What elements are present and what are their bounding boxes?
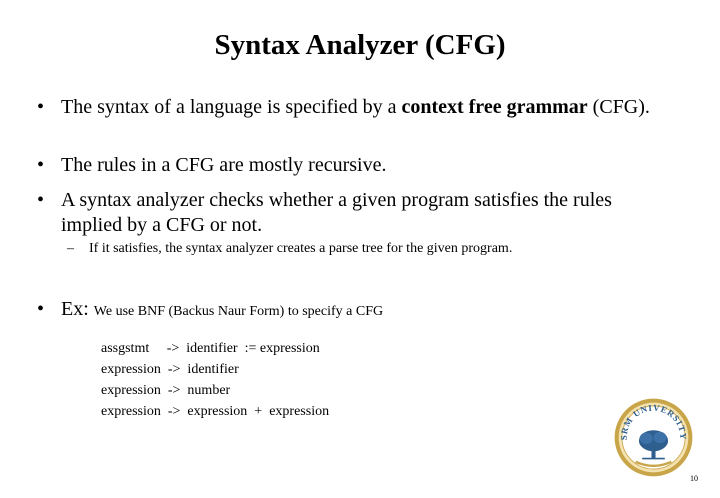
- svg-text:SRM UNIVERSITY: SRM UNIVERSITY: [618, 402, 689, 441]
- bullet-text: [61, 95, 677, 120]
- bullet-text: The rules in a CFG are mostly recursive.: [61, 154, 387, 176]
- bullet-dot: •: [37, 298, 45, 320]
- bullet-text-part: (CFG).: [587, 96, 650, 118]
- bullet-dot: •: [37, 96, 45, 118]
- example-label: Ex:: [61, 298, 89, 320]
- sub-bullet-dash: –: [67, 241, 74, 256]
- grammar-rule: expression -> expression + expression: [101, 404, 330, 419]
- example-text: [61, 297, 677, 324]
- bullet-bold-term: context free grammar: [401, 96, 588, 118]
- bullet-item: [37, 153, 677, 178]
- grammar-rules: [101, 338, 329, 422]
- grammar-rule: assgstmt -> identifier := expression: [101, 341, 320, 356]
- grammar-rule: expression -> identifier: [101, 362, 239, 377]
- slide-title: Syntax Analyzer (CFG): [214, 29, 506, 61]
- bullet-item: [37, 188, 677, 238]
- grammar-rule: expression -> number: [101, 383, 231, 398]
- bullet-text-part: The syntax of a language is specified by a: [61, 96, 402, 118]
- bullet-dot: •: [37, 154, 45, 176]
- sub-bullet-item: [67, 240, 687, 258]
- sub-bullet-text: If it satisfies, the syntax analyzer creates a parse tree for the given program.: [89, 241, 513, 256]
- example-description: We use BNF (Backus Naur Form) to specify a CFG: [93, 304, 384, 319]
- bullet-text: A syntax analyzer checks whether a given program satisfies the rules implied by a CFG or not.: [61, 189, 612, 236]
- bullet-dot: •: [37, 189, 45, 211]
- university-seal-logo: [613, 397, 694, 478]
- example-bullet: [37, 297, 677, 324]
- bullet-item: [37, 95, 677, 120]
- page-number: 10: [690, 474, 698, 483]
